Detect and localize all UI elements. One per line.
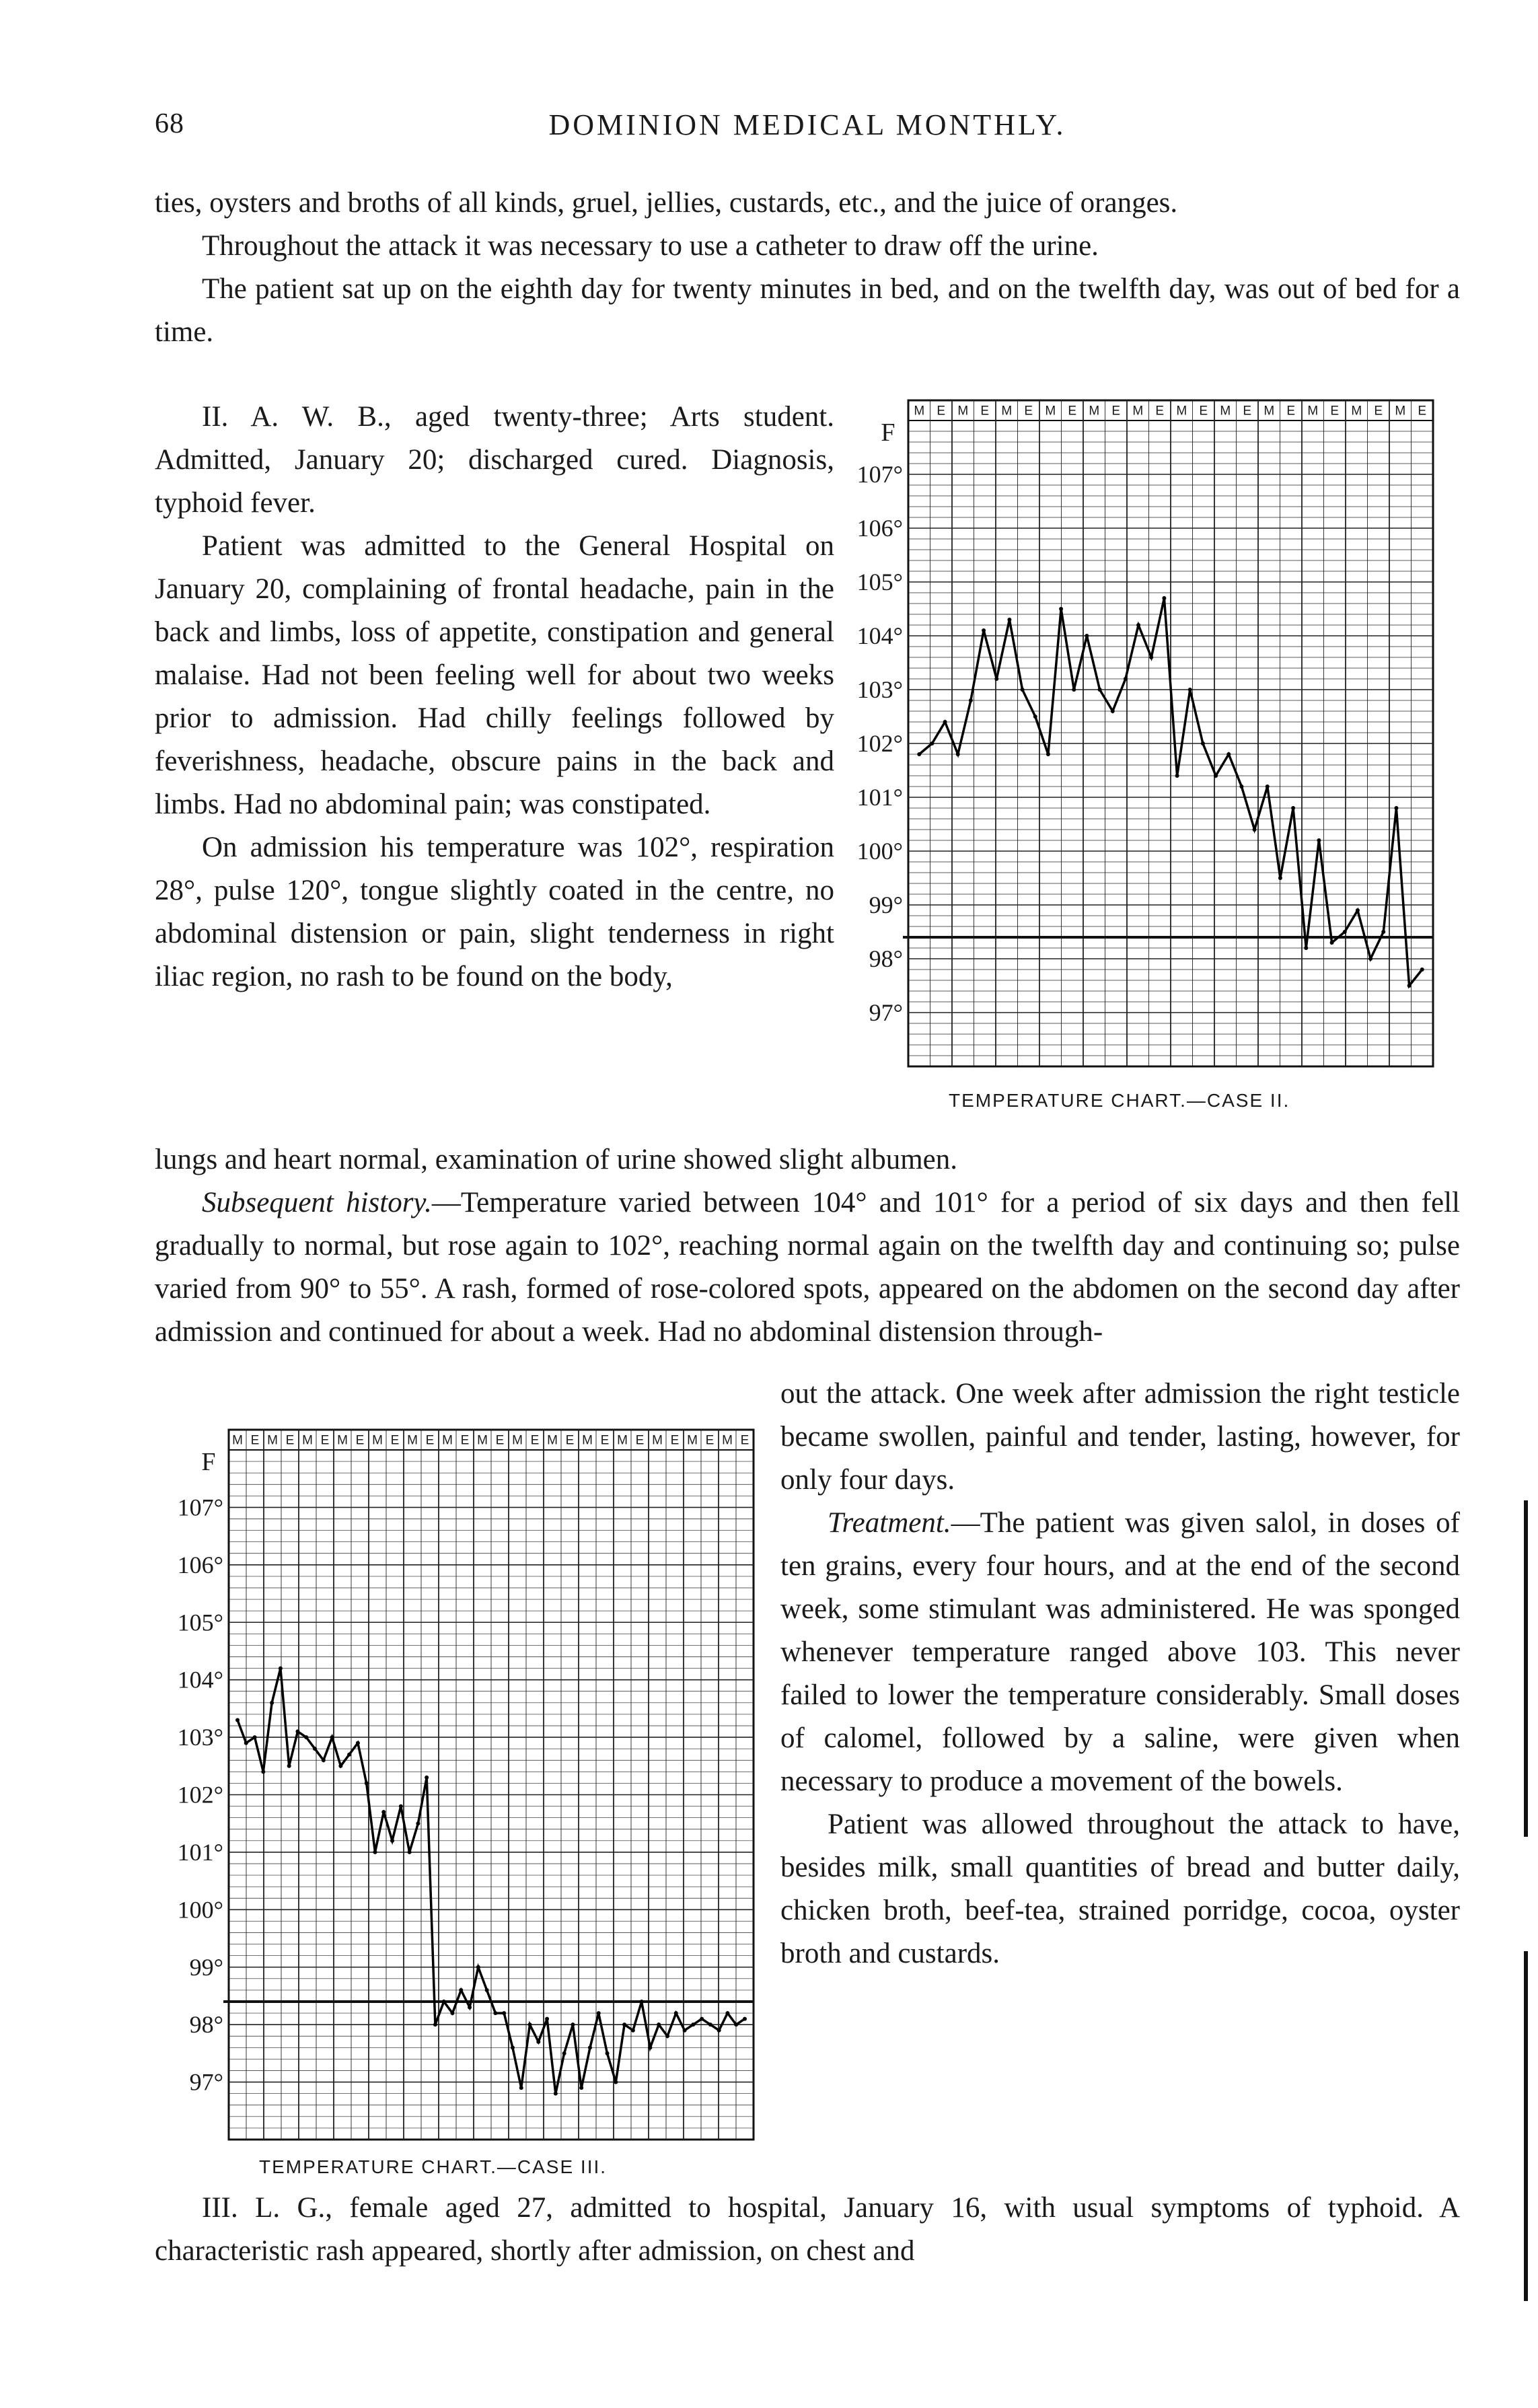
column-header: M bbox=[1001, 404, 1013, 418]
column-header: M bbox=[547, 1433, 558, 1448]
data-point bbox=[365, 1781, 369, 1785]
data-point bbox=[1072, 688, 1076, 692]
data-point bbox=[1266, 785, 1270, 789]
column-header: E bbox=[980, 404, 990, 418]
data-point bbox=[511, 2045, 515, 2049]
column-header: M bbox=[267, 1433, 278, 1448]
temperature-chart-case-ii bbox=[834, 387, 1440, 1111]
y-tick-label: 100° bbox=[177, 1896, 223, 1924]
column-header: E bbox=[635, 1433, 645, 1448]
data-point bbox=[1111, 709, 1115, 713]
page-edge-shadow bbox=[1524, 1951, 1528, 2301]
data-point bbox=[969, 698, 973, 702]
paragraph bbox=[155, 1181, 1460, 1354]
data-point bbox=[399, 1804, 403, 1809]
data-point bbox=[1201, 741, 1205, 745]
data-point bbox=[390, 1839, 394, 1843]
column-header: M bbox=[1089, 404, 1100, 418]
paragraph: Patient was admitted to the General Hospital on January 20, complaining of frontal headache, pain in the back and limbs, loss of appetite, constipation and general malaise. Had not been feeling well for about two weeks prior to admission. Had chilly feelings followed by feverishness, headache, obscure pains in the back and limbs. Had no abdominal pain; was constipated. bbox=[155, 530, 834, 820]
data-point bbox=[648, 2045, 652, 2049]
data-point bbox=[1033, 715, 1037, 719]
paragraph: On admission his temperature was 102°, respiration 28°, pulse 120°, tongue slightly coated in the centre, no abdominal distension or pain, slight tenderness in right iliac region, no rash to be found on the body, bbox=[155, 832, 834, 992]
column-header: E bbox=[1286, 404, 1296, 418]
data-point bbox=[606, 2051, 610, 2055]
unit-label: F bbox=[881, 418, 895, 447]
data-point bbox=[338, 1764, 342, 1768]
data-point bbox=[347, 1753, 351, 1757]
case-heading: II. A. W. B., aged twenty-three; Arts student. Admitted, January 20; discharged cured. Diagnosis, typhoid fever. bbox=[155, 401, 834, 519]
column-header: E bbox=[1374, 404, 1383, 418]
data-point bbox=[691, 2022, 695, 2027]
data-point bbox=[287, 1764, 291, 1768]
text-block-right bbox=[780, 1373, 1460, 1975]
data-point bbox=[1368, 957, 1372, 961]
paragraph: Throughout the attack it was necessary to use a catheter to draw off the urine. bbox=[202, 230, 1099, 262]
y-tick-label: 97° bbox=[189, 2068, 223, 2096]
data-point bbox=[1175, 774, 1179, 778]
column-header: M bbox=[582, 1433, 593, 1448]
column-header: E bbox=[1155, 404, 1165, 418]
y-tick-label: 105° bbox=[856, 569, 903, 595]
data-point bbox=[631, 2029, 635, 2033]
column-header: E bbox=[285, 1433, 295, 1448]
data-point bbox=[1021, 688, 1025, 692]
data-point bbox=[588, 2045, 592, 2049]
data-point bbox=[562, 2051, 566, 2055]
column-header: E bbox=[740, 1433, 749, 1448]
data-point bbox=[1394, 806, 1398, 810]
page-edge-shadow bbox=[1524, 1500, 1528, 1837]
unit-label: F bbox=[201, 1448, 216, 1476]
section-label: Subsequent history. bbox=[202, 1187, 432, 1218]
data-point bbox=[725, 2011, 729, 2015]
page-header bbox=[155, 108, 1460, 148]
data-point bbox=[1239, 785, 1243, 789]
data-point bbox=[579, 2086, 583, 2090]
data-point bbox=[373, 1850, 377, 1854]
column-header: M bbox=[1176, 404, 1187, 418]
page-number: 68 bbox=[155, 108, 184, 139]
data-point bbox=[917, 752, 921, 756]
y-tick-label: 106° bbox=[177, 1551, 223, 1578]
data-point bbox=[956, 752, 960, 756]
data-point bbox=[1381, 930, 1385, 934]
data-point bbox=[330, 1735, 334, 1739]
column-header: M bbox=[1220, 404, 1231, 418]
chart-svg bbox=[834, 387, 1440, 1073]
data-point bbox=[295, 1730, 299, 1734]
y-tick-label: 101° bbox=[177, 1838, 223, 1866]
temperature-chart-case-iii bbox=[177, 1420, 770, 2177]
data-point bbox=[1214, 774, 1218, 778]
column-header: M bbox=[1045, 404, 1056, 418]
data-point bbox=[1188, 688, 1192, 692]
data-point bbox=[244, 1741, 248, 1745]
column-header: E bbox=[1330, 404, 1340, 418]
data-point bbox=[994, 677, 998, 681]
data-point bbox=[597, 2011, 601, 2015]
data-point bbox=[571, 2022, 575, 2027]
column-header: E bbox=[1243, 404, 1252, 418]
data-point bbox=[734, 2022, 738, 2027]
text-block-middle bbox=[155, 1138, 1460, 1354]
data-point bbox=[450, 2011, 454, 2015]
data-point bbox=[476, 1965, 480, 1969]
column-header: E bbox=[495, 1433, 505, 1448]
y-tick-label: 99° bbox=[189, 1953, 223, 1981]
column-header: E bbox=[1111, 404, 1121, 418]
y-tick-label: 101° bbox=[856, 784, 903, 811]
data-point bbox=[674, 2011, 678, 2015]
y-tick-label: 105° bbox=[177, 1609, 223, 1636]
column-header: M bbox=[914, 404, 925, 418]
data-point bbox=[683, 2029, 687, 2033]
column-header: E bbox=[565, 1433, 575, 1448]
data-point bbox=[304, 1735, 308, 1739]
section-text: —Temperature varied between 104° and 101° for a period of six days and then fell gradually to normal, but rose again to 102°, reaching normal again on the twelfth day and continuing so; pulse varied from 90° to 55°. A rash, formed of rose-colored spots, appeared on the abdomen on the second day after admission and continued for about a week. Had no abdominal distension through- bbox=[155, 1187, 1460, 1348]
data-point bbox=[442, 2000, 446, 2004]
y-tick-label: 107° bbox=[177, 1494, 223, 1521]
paragraph: lungs and heart normal, examination of urine showed slight albumen. bbox=[155, 1144, 957, 1175]
data-point bbox=[622, 2022, 626, 2027]
data-point bbox=[416, 1821, 420, 1825]
column-header: M bbox=[232, 1433, 243, 1448]
data-point bbox=[519, 2086, 523, 2090]
y-tick-label: 102° bbox=[177, 1781, 223, 1809]
data-point bbox=[1317, 838, 1321, 842]
data-point bbox=[982, 628, 986, 632]
data-point bbox=[1420, 968, 1424, 972]
data-point bbox=[459, 1988, 463, 1992]
paragraph: ties, oysters and broths of all kinds, gruel, jellies, custards, etc., and the juice of oranges. bbox=[155, 187, 1178, 219]
data-point bbox=[1046, 752, 1050, 756]
paragraph: The patient sat up on the eighth day for twenty minutes in bed, and on the twelfth day, was out of bed for a time. bbox=[155, 273, 1460, 348]
data-point bbox=[322, 1758, 326, 1762]
data-point bbox=[528, 2022, 532, 2027]
section-label: Treatment. bbox=[828, 1507, 951, 1539]
y-tick-label: 97° bbox=[869, 999, 903, 1026]
column-header: E bbox=[1068, 404, 1077, 418]
data-point bbox=[1253, 828, 1257, 832]
data-point bbox=[743, 2017, 747, 2021]
data-point bbox=[313, 1747, 317, 1751]
data-point bbox=[1007, 618, 1011, 622]
column-header: E bbox=[425, 1433, 435, 1448]
data-point bbox=[1407, 984, 1412, 988]
column-header: E bbox=[460, 1433, 470, 1448]
data-point bbox=[485, 1988, 489, 1992]
column-header: M bbox=[1132, 404, 1144, 418]
column-header: M bbox=[372, 1433, 383, 1448]
paragraph: III. L. G., female aged 27, admitted to hospital, January 16, with usual symptoms of typhoid. A characteristic rash appeared, shortly after admission, on chest and bbox=[155, 2192, 1460, 2267]
data-point bbox=[640, 2000, 644, 2004]
data-point bbox=[700, 2017, 704, 2021]
data-point bbox=[356, 1741, 360, 1745]
data-point bbox=[279, 1667, 283, 1671]
column-header: M bbox=[302, 1433, 313, 1448]
data-point bbox=[930, 741, 934, 745]
y-tick-label: 100° bbox=[856, 838, 903, 865]
section-text: —The patient was given salol, in doses of ten grains, every four hours, and at the end of the second week, some stimulant was administered. He was sponged whenever temperature ranged above 103. This never failed to lower the temperature considerably. Small doses of calomel, followed by a saline, were given when necessary to produce a movement of the bowels. bbox=[780, 1507, 1460, 1797]
data-point bbox=[717, 2029, 721, 2033]
paragraph: Patient was allowed throughout the attack to have, besides milk, small quantities of bread and butter daily, chicken broth, beef-tea, strained porridge, cocoa, oyster broth and custards. bbox=[780, 1809, 1460, 1969]
data-point bbox=[708, 2022, 712, 2027]
chart-caption: TEMPERATURE CHART.—CASE II. bbox=[949, 1090, 1290, 1111]
data-point bbox=[1149, 655, 1153, 659]
column-header: E bbox=[1418, 404, 1427, 418]
data-point bbox=[1278, 876, 1282, 880]
column-header: M bbox=[957, 404, 969, 418]
data-point bbox=[1304, 946, 1308, 950]
text-block-top bbox=[155, 182, 1460, 354]
data-point bbox=[253, 1735, 257, 1739]
data-point bbox=[1136, 623, 1140, 627]
data-point bbox=[614, 2080, 618, 2084]
data-point bbox=[1162, 596, 1166, 600]
paragraph bbox=[780, 1502, 1460, 1803]
column-header: M bbox=[442, 1433, 453, 1448]
data-point bbox=[665, 2034, 669, 2038]
column-header: E bbox=[600, 1433, 610, 1448]
running-title: DOMINION MEDICAL MONTHLY. bbox=[548, 108, 1066, 141]
column-header: M bbox=[477, 1433, 488, 1448]
y-tick-label: 103° bbox=[177, 1724, 223, 1751]
y-tick-label: 99° bbox=[869, 891, 903, 918]
column-header: E bbox=[320, 1433, 330, 1448]
column-header: M bbox=[687, 1433, 698, 1448]
column-header: E bbox=[250, 1433, 260, 1448]
data-point bbox=[1059, 607, 1063, 611]
y-tick-label: 106° bbox=[856, 515, 903, 542]
data-point bbox=[943, 720, 947, 724]
data-point bbox=[502, 2011, 506, 2015]
data-point bbox=[468, 2006, 472, 2010]
y-tick-label: 107° bbox=[856, 461, 903, 488]
column-header: M bbox=[1351, 404, 1362, 418]
data-point bbox=[408, 1850, 412, 1854]
data-point bbox=[554, 2092, 558, 2096]
column-header: M bbox=[617, 1433, 628, 1448]
data-point bbox=[536, 2040, 540, 2044]
y-tick-label: 103° bbox=[856, 676, 903, 703]
column-header: E bbox=[937, 404, 946, 418]
y-tick-label: 104° bbox=[856, 622, 903, 649]
data-point bbox=[545, 2017, 549, 2021]
text-block-case-ii bbox=[155, 396, 834, 998]
paragraph: out the attack. One week after admission the right testicle became swollen, painful and tender, lasting, however, for only four days. bbox=[780, 1378, 1460, 1496]
y-tick-label: 104° bbox=[177, 1666, 223, 1693]
column-header: E bbox=[1024, 404, 1033, 418]
chart-svg bbox=[178, 1420, 770, 2146]
data-point bbox=[657, 2022, 661, 2027]
column-header: M bbox=[1307, 404, 1319, 418]
column-header: M bbox=[1395, 404, 1406, 418]
data-point bbox=[1356, 908, 1360, 912]
data-point bbox=[1085, 634, 1089, 638]
data-point bbox=[1343, 930, 1347, 934]
column-header: E bbox=[1199, 404, 1208, 418]
data-point bbox=[381, 1810, 386, 1814]
data-point bbox=[235, 1718, 240, 1722]
data-point bbox=[1124, 677, 1128, 681]
data-point bbox=[1291, 806, 1295, 810]
text-block-bottom bbox=[155, 2187, 1460, 2273]
chart-caption: TEMPERATURE CHART.—CASE III. bbox=[259, 2156, 608, 2177]
column-header: M bbox=[652, 1433, 663, 1448]
y-tick-label: 98° bbox=[869, 945, 903, 972]
column-header: M bbox=[407, 1433, 418, 1448]
data-point bbox=[1226, 752, 1231, 756]
data-point bbox=[1330, 941, 1334, 945]
data-point bbox=[270, 1701, 274, 1705]
column-header: M bbox=[1264, 404, 1275, 418]
column-header: M bbox=[512, 1433, 523, 1448]
column-header: M bbox=[722, 1433, 733, 1448]
column-header: E bbox=[390, 1433, 400, 1448]
column-header: E bbox=[530, 1433, 540, 1448]
data-point bbox=[493, 2011, 497, 2015]
column-header: E bbox=[355, 1433, 365, 1448]
column-header: E bbox=[705, 1433, 715, 1448]
column-header: M bbox=[337, 1433, 348, 1448]
data-point bbox=[1098, 688, 1102, 692]
y-tick-label: 102° bbox=[856, 730, 903, 757]
y-tick-label: 98° bbox=[189, 2011, 223, 2039]
data-point bbox=[425, 1776, 429, 1780]
column-header: E bbox=[670, 1433, 680, 1448]
data-point bbox=[433, 2022, 437, 2027]
data-point bbox=[261, 1769, 265, 1774]
